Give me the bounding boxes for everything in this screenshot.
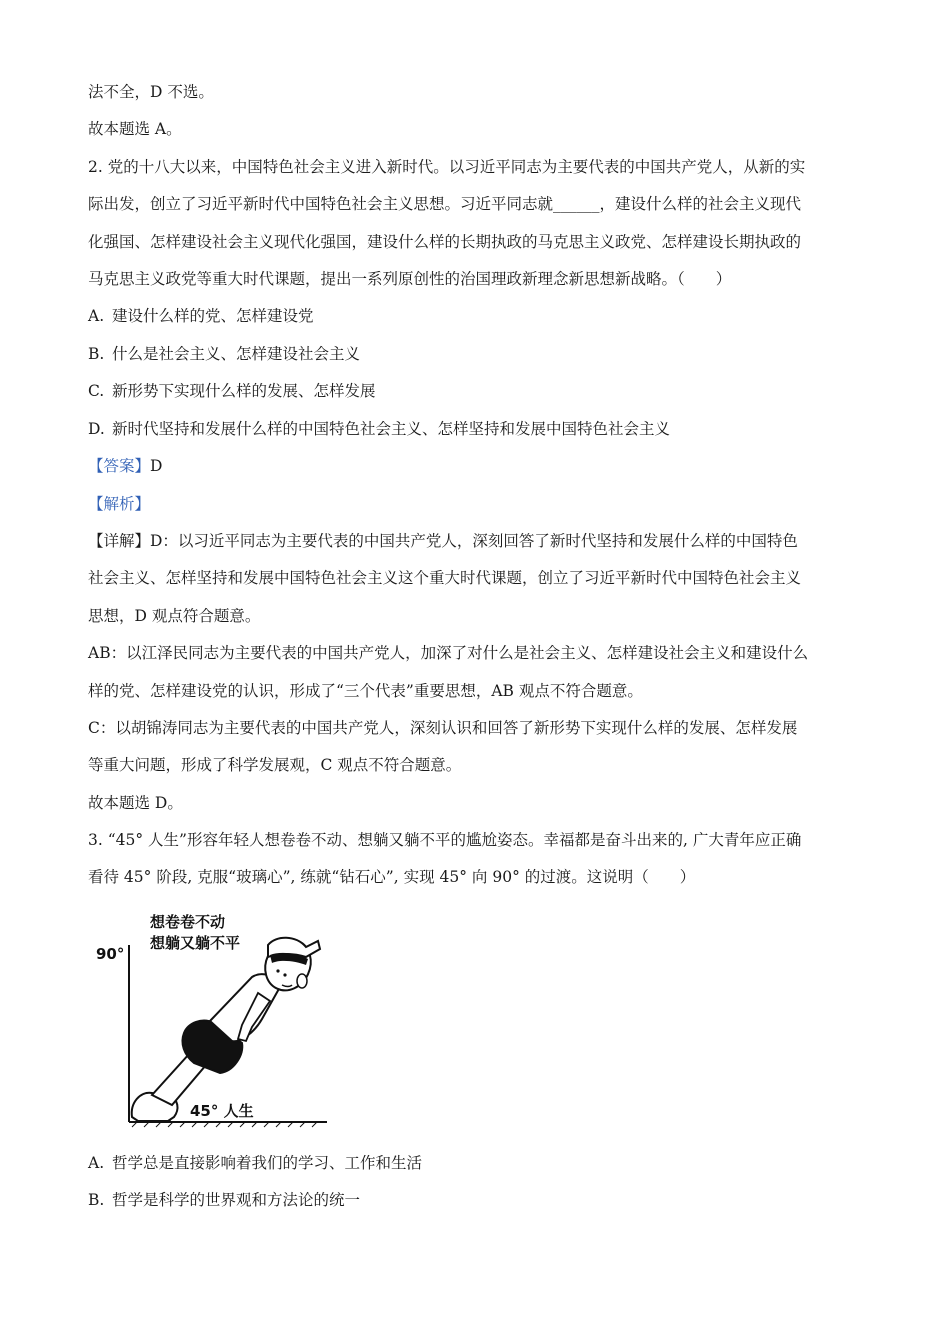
option-label: B. bbox=[88, 1191, 105, 1209]
option-label: A. bbox=[88, 307, 105, 325]
q2-option-b bbox=[88, 344, 868, 364]
detail-line: 思想，D 观点符合题意。 bbox=[88, 607, 261, 625]
cartoon-figure bbox=[92, 905, 332, 1131]
option-text: 哲学是科学的世界观和方法论的统一 bbox=[112, 1191, 361, 1209]
question-2-line: 化强国、怎样建设社会主义现代化强国，建设什么样的长期执政的马克思主义政党、怎样建设长期执政的 bbox=[88, 233, 802, 251]
q2-option-a bbox=[88, 306, 868, 326]
detail-line: AB：以江泽民同志为主要代表的中国共产党人，加深了对什么是社会主义、怎样建设社会主义和建设什么 bbox=[88, 644, 809, 662]
question-2-line: 马克思主义政党等重大时代课题，提出一系列原创性的治国理政新理念新思想新战略。（ ） bbox=[88, 270, 732, 288]
answer-tag: 【答案】 bbox=[88, 457, 151, 475]
detail-line: 样的党、怎样建设党的认识，形成了“三个代表”重要思想，AB 观点不符合题意。 bbox=[88, 682, 643, 700]
detail-line: 【详解】D：以习近平同志为主要代表的中国共产党人，深刻回答了新时代坚持和发展什么样的中国特色 bbox=[88, 532, 798, 550]
option-label: A. bbox=[88, 1154, 105, 1172]
analysis-tag: 【解析】 bbox=[88, 495, 151, 513]
figure-caption-line1: 想卷卷不动 bbox=[150, 913, 226, 931]
figure-caption-line2: 想躺又躺不平 bbox=[150, 934, 241, 952]
answer-value: D bbox=[150, 457, 163, 475]
leaning-boy-illustration bbox=[92, 905, 332, 1131]
option-text: 哲学总是直接影响着我们的学习、工作和生活 bbox=[112, 1154, 423, 1172]
answer-line bbox=[88, 456, 868, 476]
text-line: 故本题选 A。 bbox=[88, 120, 182, 138]
question-3-line: 3. “45° 人生”形容年轻人想卷卷不动、想躺又躺不平的尴尬姿态。幸福都是奋斗出来的, 广大青年应正确 bbox=[88, 831, 802, 849]
q3-option-a bbox=[88, 1153, 868, 1173]
question-2-line: 2. 党的十八大以来，中国特色社会主义进入新时代。以习近平同志为主要代表的中国共产党人，从新的实 bbox=[88, 158, 806, 176]
option-text: 建设什么样的党、怎样建设党 bbox=[112, 307, 314, 325]
label-45-life: 45° 人生 bbox=[190, 1102, 254, 1120]
option-label: D. bbox=[88, 420, 105, 438]
option-label: B. bbox=[88, 345, 105, 363]
label-90-degrees: 90° bbox=[96, 945, 125, 963]
question-2-line: 际出发，创立了习近平新时代中国特色社会主义思想。习近平同志就______，建设什么样的社会主义现代 bbox=[88, 195, 802, 213]
q2-option-c bbox=[88, 381, 868, 401]
option-text: 新形势下实现什么样的发展、怎样发展 bbox=[112, 382, 376, 400]
question-3-line: 看待 45° 阶段, 克服“玻璃心”, 练就“钻石心”, 实现 45° 向 90° 的过渡。这说明（ ） bbox=[88, 868, 696, 886]
detail-line: 故本题选 D。 bbox=[88, 794, 183, 812]
option-text: 新时代坚持和发展什么样的中国特色社会主义、怎样坚持和发展中国特色社会主义 bbox=[112, 420, 671, 438]
detail-line: C：以胡锦涛同志为主要代表的中国共产党人，深刻认识和回答了新形势下实现什么样的发展、怎样发展 bbox=[88, 719, 798, 737]
detail-line: 等重大问题，形成了科学发展观，C 观点不符合题意。 bbox=[88, 756, 462, 774]
text-line: 法不全，D 不选。 bbox=[88, 83, 214, 101]
detail-line: 社会主义、怎样坚持和发展中国特色社会主义这个重大时代课题，创立了习近平新时代中国特色社会主义 bbox=[88, 569, 802, 587]
q3-option-b bbox=[88, 1190, 868, 1210]
option-label: C. bbox=[88, 382, 105, 400]
option-text: 什么是社会主义、怎样建设社会主义 bbox=[112, 345, 361, 363]
q2-option-d bbox=[88, 419, 868, 439]
